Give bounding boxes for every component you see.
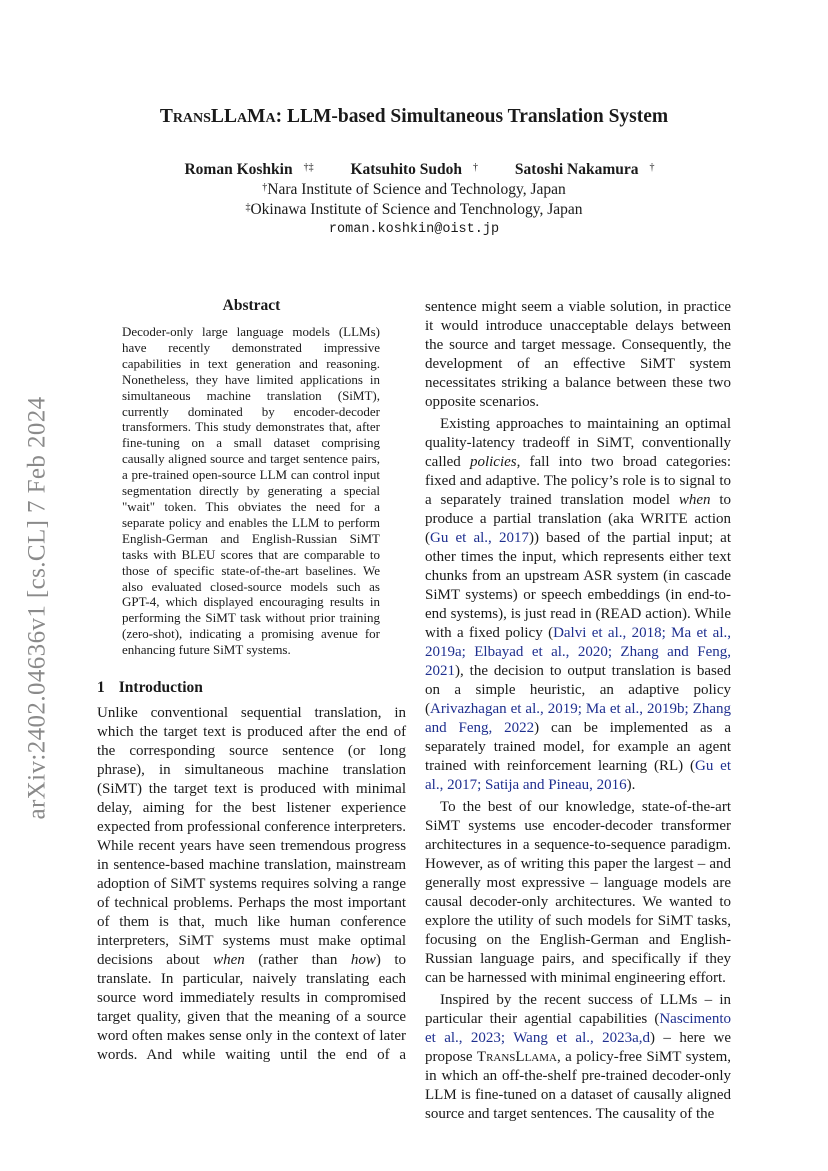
word: word	[97, 1028, 128, 1045]
word: between	[616, 375, 667, 391]
word: might	[481, 299, 517, 315]
word	[298, 952, 311, 968]
word: of	[377, 1047, 390, 1064]
word: two	[708, 375, 732, 391]
word: (rather	[258, 952, 299, 969]
word	[502, 356, 517, 372]
word: translate.	[97, 971, 152, 988]
word: must	[279, 933, 309, 950]
word: adoption	[97, 876, 150, 893]
word: in	[97, 857, 109, 874]
author	[173, 161, 313, 178]
word: in	[276, 1028, 289, 1045]
word: naively	[252, 971, 297, 988]
word: scenarios.	[479, 394, 540, 410]
text-run: Existing approaches to maintaining an optimal quality-latency tradeoff in SiMT, conventionally called	[425, 416, 731, 470]
word: immediately	[179, 990, 255, 1007]
word: the	[148, 781, 168, 798]
word: after	[308, 724, 337, 741]
word: would	[440, 318, 479, 334]
word: practice	[683, 299, 732, 315]
word: between	[681, 318, 732, 334]
word	[369, 971, 378, 987]
word: target	[173, 781, 208, 798]
author-names	[0, 160, 828, 180]
system-name: TransLlama	[476, 1049, 557, 1065]
word: opposite	[425, 394, 476, 410]
word: the	[290, 895, 309, 912]
emphasis: policies	[469, 454, 517, 470]
text-run: ), the decision to output translation is based on a simple heuristic, an adaptive policy (	[425, 663, 731, 717]
word: have	[216, 838, 245, 855]
author-name: Katsuhito Sudoh	[350, 161, 463, 178]
word: requires	[261, 876, 310, 893]
word: necessitates	[425, 375, 496, 391]
word: like	[257, 914, 281, 931]
word: often	[131, 1028, 163, 1045]
word: source	[97, 990, 137, 1007]
word: seen	[249, 838, 276, 855]
word: which	[97, 724, 134, 741]
word	[213, 933, 222, 949]
word	[390, 1047, 400, 1063]
word: long	[379, 743, 407, 760]
word: waiting	[225, 1047, 271, 1064]
affiliation	[0, 200, 828, 220]
word: striking	[501, 375, 548, 391]
word	[331, 800, 342, 816]
word: mainstream	[336, 857, 407, 874]
word	[184, 800, 195, 816]
author	[339, 161, 478, 178]
word: the	[712, 337, 731, 353]
intro-paragraph-2	[425, 415, 731, 795]
word	[381, 952, 394, 968]
word: it	[425, 318, 434, 334]
paper-title	[0, 106, 828, 128]
word	[349, 781, 356, 797]
word: of	[336, 1009, 349, 1026]
section-title: Introduction	[118, 679, 203, 697]
word	[132, 800, 143, 816]
word: translation,	[264, 857, 332, 874]
word: the	[292, 1028, 311, 1045]
word	[167, 781, 174, 797]
word	[268, 743, 282, 759]
word: development	[425, 356, 503, 372]
word: the	[222, 800, 242, 817]
word	[367, 1047, 377, 1063]
word: most	[313, 895, 343, 912]
word: while	[182, 1047, 216, 1064]
word	[280, 914, 290, 930]
section-heading-introduction	[97, 678, 406, 698]
word: of	[97, 914, 110, 931]
word: much	[214, 914, 248, 931]
word	[172, 1047, 182, 1063]
word: source	[449, 337, 489, 353]
word: machine	[208, 857, 260, 874]
word: a	[552, 375, 560, 391]
word: end	[366, 724, 388, 741]
word: SiMT	[170, 876, 206, 893]
word: compromised	[324, 990, 407, 1007]
word: minimal	[356, 781, 407, 798]
text-run: , a policy-free SiMT system, in which an off-the-shelf pre-trained decoder-only LLM is fine-tuned on a dataset of causally aligned source and target sentences. The causality of the	[425, 1049, 731, 1122]
word: is	[243, 781, 254, 798]
word	[675, 356, 690, 372]
word: important	[347, 895, 406, 912]
arxiv-identifier-text: arXiv:2402.04636v1 [cs.CL] 7 Feb 2024	[24, 396, 51, 820]
abstract-heading: Abstract	[222, 297, 281, 314]
arxiv-identifier-stamp	[18, 372, 58, 844]
word	[558, 356, 573, 372]
citation-link[interactable]: Gu et al., 2017; Satija and Pineau, 2016	[425, 758, 731, 793]
word: viable	[568, 299, 606, 315]
citation-link[interactable]: Arivazhagan et al., 2019; Ma et al., 2019b; Zhang and Feng, 2022	[425, 701, 731, 736]
title-rest: : LLM-based Simultaneous Translation System	[275, 106, 669, 127]
word	[152, 971, 161, 987]
word: listener	[286, 800, 331, 817]
word: when	[213, 952, 245, 969]
word: in	[306, 990, 319, 1007]
word	[331, 914, 341, 930]
word: balance	[565, 375, 611, 391]
word: target	[521, 337, 556, 353]
word: (or	[347, 743, 366, 760]
word: target	[163, 724, 198, 741]
word	[142, 781, 149, 797]
word: translation	[342, 762, 407, 779]
word: simultaneous	[184, 762, 264, 779]
word	[297, 971, 306, 987]
affiliation-text: Okinawa Institute of Science and Tenchnology, Japan	[250, 201, 583, 218]
word: progress	[355, 838, 407, 855]
word: produced	[247, 724, 304, 741]
word	[270, 933, 279, 949]
word	[115, 743, 129, 759]
word: of	[393, 724, 407, 741]
word: best	[251, 800, 276, 817]
word: seem	[521, 299, 553, 315]
word: sense	[209, 1028, 242, 1045]
text-run: ).	[626, 777, 636, 793]
text-run: ) can be implemented as a separately trained model, for example an agent trained with reinforcement learning (RL) (	[425, 720, 731, 774]
word	[243, 971, 252, 987]
word: years	[179, 838, 212, 855]
word: that,	[178, 914, 205, 931]
citation-link[interactable]: Dalvi et al., 2018; Ma et al., 2019a; Elbayad et al., 2020; Zhang and Feng, 2021	[425, 625, 731, 679]
word	[270, 1047, 280, 1063]
word: sentence-based	[113, 857, 205, 874]
word: conference	[340, 914, 407, 931]
word: text	[214, 781, 237, 798]
word	[173, 971, 182, 987]
word: professional	[187, 819, 261, 836]
word: system	[689, 356, 732, 372]
word: of	[153, 876, 167, 893]
word: optimal	[360, 933, 407, 950]
word: translating	[305, 971, 370, 988]
word: in	[667, 299, 679, 315]
word: Perhaps	[237, 895, 286, 912]
word: While	[97, 838, 134, 855]
word: from	[154, 819, 184, 836]
word: sentence	[425, 299, 477, 315]
text-run: ) – here we propose	[425, 1030, 731, 1065]
author-marks: †	[473, 162, 479, 173]
intro-paragraph-3: To the best of our knowledge, state-of-the-art SiMT systems use encoder-decoder transformer architectures in a sequence-to-sequence paradigm. However, as of writing this paper the largest – and generally most expressive – language models are causal decoder-only architectures. We wanted to explore the utility of such models for SiMT tasks, focusing on the English-German and English-Russian language pairs, and specifically if they can be harnessed with minimal engineering effort.	[425, 799, 731, 986]
word: interpreters,	[97, 933, 170, 950]
word: context	[314, 1028, 359, 1045]
word: the	[342, 724, 361, 741]
author-marks: †‡	[303, 162, 314, 173]
word: SiMT	[178, 933, 214, 950]
word	[334, 743, 348, 759]
word	[264, 762, 278, 778]
word	[382, 705, 395, 721]
word: range	[372, 876, 407, 893]
word: results	[260, 990, 301, 1007]
word: SiMT	[639, 356, 675, 372]
word: experience	[341, 800, 407, 817]
author	[504, 161, 655, 178]
word: Consequently,	[621, 337, 707, 353]
right-column	[425, 298, 731, 1124]
word	[169, 914, 179, 930]
affiliation-mark: ‡	[245, 202, 251, 213]
word: And	[146, 1047, 173, 1064]
word: the	[317, 1047, 336, 1064]
intro-paragraph-1	[97, 704, 406, 1065]
word: particular,	[182, 971, 244, 988]
word: In	[160, 971, 174, 988]
word	[215, 743, 229, 759]
word: about	[166, 952, 200, 969]
word: in	[394, 705, 407, 722]
word: phrase),	[97, 762, 145, 779]
word: them	[119, 914, 150, 931]
word: with	[322, 781, 350, 798]
word: unacceptable	[549, 318, 628, 334]
word: and	[494, 337, 516, 353]
word: sentence	[282, 743, 334, 760]
word: translation,	[314, 705, 382, 722]
word	[365, 743, 379, 759]
word: human	[289, 914, 331, 931]
word: interpreters.	[333, 819, 407, 836]
word	[625, 356, 640, 372]
word	[248, 914, 258, 930]
text-run: to produce a partial translation (aka WRITE action (	[425, 492, 731, 546]
word	[337, 952, 350, 968]
word: source	[366, 1009, 407, 1026]
author-name: Roman Koshkin	[184, 161, 293, 178]
word: conventional	[150, 705, 229, 722]
word	[433, 318, 440, 334]
word: decisions	[97, 952, 153, 969]
word	[145, 762, 159, 778]
word	[241, 800, 252, 816]
word: word	[142, 990, 174, 1007]
word	[308, 1047, 318, 1063]
word: each	[378, 971, 407, 988]
word	[316, 781, 323, 797]
word	[171, 762, 185, 778]
word: solving	[313, 876, 358, 893]
word: quality,	[136, 1009, 182, 1026]
intro-paragraph-4	[425, 991, 731, 1124]
word: systems	[209, 876, 257, 893]
word: the	[425, 337, 444, 353]
word: than	[311, 952, 338, 969]
word	[276, 800, 287, 816]
author-email: roman.koshkin@oist.jp	[328, 222, 500, 237]
word	[336, 1047, 346, 1063]
word	[674, 318, 681, 334]
word: is	[231, 724, 242, 741]
word: delays	[635, 318, 674, 334]
word: of	[97, 895, 110, 912]
word: text	[203, 724, 226, 741]
word: message.	[561, 337, 616, 353]
word	[215, 1047, 225, 1063]
word	[245, 952, 258, 968]
word: words.	[97, 1047, 138, 1064]
word	[149, 914, 159, 930]
word	[153, 952, 166, 968]
affiliation	[0, 180, 828, 200]
word: until	[280, 1047, 308, 1064]
citation-link[interactable]: Gu et al., 2017	[430, 530, 529, 546]
word: to	[394, 952, 407, 969]
word: in	[158, 762, 171, 779]
word: that	[226, 1009, 249, 1026]
word	[309, 933, 318, 949]
word	[205, 914, 215, 930]
author-block	[0, 160, 828, 240]
word: technical	[114, 895, 169, 912]
word: systems	[222, 933, 271, 950]
word: makes	[166, 1028, 206, 1045]
word	[228, 705, 241, 721]
word: for	[194, 800, 213, 817]
word: make	[318, 933, 351, 950]
emphasis: when	[678, 492, 711, 508]
word: of	[517, 356, 530, 372]
word: corresponding	[129, 743, 216, 760]
word: meaning	[278, 1009, 331, 1026]
word: tremendous	[280, 838, 351, 855]
word	[542, 318, 549, 334]
word: the	[97, 743, 116, 760]
word: the	[254, 1009, 273, 1026]
word: the	[139, 724, 158, 741]
word: is	[158, 914, 169, 931]
word: aiming	[142, 800, 185, 817]
word	[110, 914, 120, 930]
word: solution,	[610, 299, 663, 315]
word	[169, 933, 178, 949]
word: later	[379, 1028, 407, 1045]
word: Unlike	[97, 705, 138, 722]
word	[351, 933, 360, 949]
word: )	[375, 952, 381, 969]
word: expected	[97, 819, 151, 836]
word: (SiMT)	[97, 781, 142, 798]
word: problems.	[173, 895, 234, 912]
text-run: )) based of the partial input; at other times the input, which represents either text chunks from an upstream ASR system (in cascade SiMT systems) or speech embeddings (in end-to-end systems), is just read in (READ action). While with a fixed policy (	[425, 530, 731, 641]
word: target	[97, 1009, 131, 1026]
text-run: Inspired by the recent success of LLMs – in particular their agential capabilities (	[425, 992, 731, 1027]
word: source	[229, 743, 269, 760]
word	[302, 705, 315, 721]
affiliation-text: Nara Institute of Science and Technology, Japan	[267, 181, 566, 198]
word: recent	[138, 838, 176, 855]
word: a	[557, 299, 564, 315]
word: effective	[573, 356, 626, 372]
word: a	[361, 876, 369, 893]
word: how	[350, 952, 376, 969]
word: conference	[264, 819, 331, 836]
word: a	[399, 1047, 407, 1064]
author-marks: †	[649, 162, 655, 173]
word: sequential	[240, 705, 302, 722]
word	[212, 800, 223, 816]
word: machine	[277, 762, 329, 779]
word: an	[544, 356, 559, 372]
section-number: 1	[97, 679, 105, 697]
word	[329, 762, 343, 778]
title-system-name: TransLLaMa	[159, 106, 276, 127]
word: delay,	[97, 800, 133, 817]
author-name: Satoshi Nakamura	[514, 161, 639, 178]
word	[530, 356, 545, 372]
word	[200, 952, 213, 968]
word	[478, 318, 485, 334]
affiliation-mark: †	[262, 182, 268, 193]
citation-link[interactable]: Nascimento et al., 2023; Wang et al., 2023a,d	[425, 1011, 731, 1046]
left-column	[97, 296, 406, 1065]
word: introduce	[485, 318, 543, 334]
word: given	[186, 1009, 221, 1026]
word: produced	[260, 781, 316, 798]
word: of	[362, 1028, 376, 1045]
abstract-text: Decoder-only large language models (LLMs) have recently demonstrated impressive capabilities in text generation and reasoning. Nonetheless, they have limited applications in simultaneous machine translation (SiMT), currently dominated by encoder-decoder transformers. This study demonstrates that, after fine-tuning on a small dataset comprising causally aligned source and target sentence pairs, a pre-trained open-source LLM can control input segmentation directly by generating a special "wait" token. This obviates the need for a separate policy and enables the LLM to perform English-German and English-Russian SiMT tasks with BLEU scores that are comparable to those of specific state-of-the-art baselines. We also evaluated closed-source models such as GPT-4, which displayed encouraging results in performing the SiMT task without prior training (zero-shot), indicating a promising avenue for enhancing future SiMT systems.	[122, 324, 380, 658]
intro-paragraph-1-continued	[425, 298, 731, 412]
word	[138, 705, 151, 721]
word: these	[672, 375, 703, 391]
word: end	[345, 1047, 368, 1064]
word: only	[245, 1028, 273, 1045]
text-run: , fall into two broad categories: fixed and adaptive. The policy’s role is to signal to a separately trained translation model	[425, 454, 731, 508]
word: a	[354, 1009, 362, 1026]
